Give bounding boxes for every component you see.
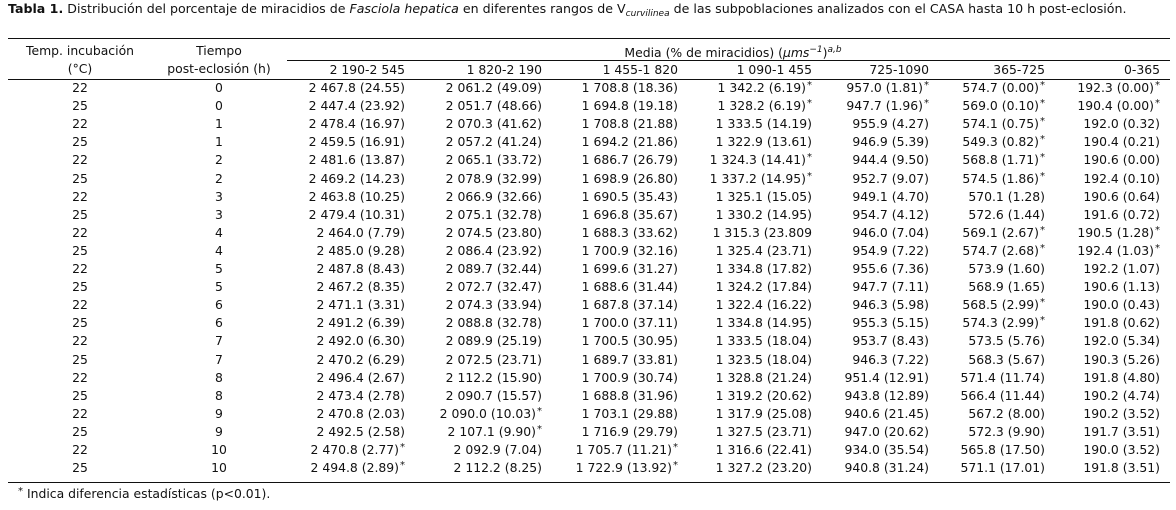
significance-star: * [1040,116,1045,128]
cell-range-2: 2 061.2 (49.09) [445,80,542,95]
cell-range-3: 1 694.2 (21.86) [581,134,678,150]
cell-range-5: 954.7 (4.12) [852,206,929,222]
cell-range-1: 2 469.2 (14.23) [308,170,405,186]
cell-range-3: 1 690.5 (35.43) [581,188,678,204]
cell-range-5: 955.9 (4.27) [852,116,929,132]
significance-star: * [807,80,812,91]
cell-temp: 22 [72,80,88,95]
cell-range-3: 1 722.9 (13.92)* [575,460,678,476]
cell-temp: 25 [72,423,88,439]
cell-range-3: 1 688.6 (31.44) [581,279,678,295]
cell-temp: 22 [72,188,88,204]
significance-star: * [1040,152,1045,164]
cell-range-2: 2 051.7 (48.66) [445,98,542,114]
cell-range-4: 1 316.6 (22.41) [715,442,812,457]
cell-time: 4 [215,224,223,240]
footnote [17,486,270,502]
cell-range-7: 190.2 (4.74) [1083,387,1160,403]
significance-star: * [400,460,405,472]
significance-star: * [1155,224,1160,236]
cell-range-1: 2 481.6 (13.87) [308,152,405,168]
cell-range-3: 1 688.8 (31.96) [581,387,678,403]
cell-range-3: 1 687.8 (37.14) [581,297,678,313]
cell-temp: 22 [72,369,88,385]
cell-range-1: 2 459.5 (16.91) [308,134,405,150]
cell-range-4: 1 333.5 (14.19) [715,116,812,132]
cell-range-2: 2 072.7 (32.47) [445,279,542,295]
caption-text-3: de las subpoblaciones analizados con el CASA hasta 10 h post-eclosión. [673,1,1127,16]
header-range-7: 0-365 [1123,62,1160,77]
header-time-line1: Tiempo [196,43,242,58]
cell-range-6: 569.0 (0.10)* [962,98,1045,114]
significance-star: * [537,423,542,435]
cell-range-6: 571.1 (17.01) [960,460,1045,476]
cell-range-2: 2 074.3 (33.94) [445,297,542,313]
cell-range-6: 574.1 (0.75)* [962,116,1045,132]
significance-star: * [1155,242,1160,254]
cell-range-4: 1 330.2 (14.95) [715,206,812,222]
caption-text-1: Distribución del porcentaje de miracidios de [67,1,346,16]
significance-star: * [673,460,678,472]
cell-range-4: 1 322.4 (16.22) [715,297,812,313]
cell-range-4: 1 325.1 (15.05) [715,188,812,204]
cell-range-3: 1 716.9 (29.79) [581,423,678,439]
cell-time: 8 [215,369,223,385]
cell-range-1: 2 492.5 (2.58) [316,423,405,439]
cell-range-6: 568.8 (1.71)* [962,152,1045,168]
cell-temp: 25 [72,387,88,403]
cell-temp: 22 [72,333,88,349]
cell-range-4: 1 334.8 (17.82) [715,261,812,276]
cell-range-6: 574.5 (1.86)* [962,170,1045,186]
cell-range-1: 2 496.4 (2.67) [316,369,405,385]
significance-star: * [1040,80,1045,91]
cell-range-5: 940.6 (21.45) [844,405,929,421]
cell-range-6: 567.2 (8.00) [968,405,1045,421]
cell-range-7: 190.4 (0.00)* [1077,98,1160,114]
cell-range-7: 191.6 (0.72) [1083,206,1160,222]
cell-range-3: 1 694.8 (19.18) [581,98,678,114]
cell-range-3: 1 698.9 (26.80) [581,170,678,186]
cell-range-3: 1 700.9 (30.74) [581,369,678,385]
cell-range-3: 1 708.8 (18.36) [581,80,678,95]
cell-range-1: 2 464.0 (7.79) [316,224,405,240]
footnote-star: * [18,486,23,497]
cell-range-4: 1 315.3 (23.809 [712,224,812,240]
significance-star: * [1040,297,1045,309]
cell-range-3: 1 688.3 (33.62) [581,224,678,240]
cell-range-6: 574.7 (2.68)* [962,242,1045,258]
cell-temp: 22 [72,405,88,421]
cell-temp: 25 [72,460,88,476]
cell-range-6: 568.5 (2.99)* [962,297,1045,313]
cell-range-2: 2 066.9 (32.66) [445,188,542,204]
cell-range-1: 2 467.2 (8.35) [316,279,405,295]
cell-time: 5 [215,279,223,295]
cell-range-1: 2 478.4 (16.97) [308,116,405,132]
footnote-text: Indica diferencia estadísticas (p<0.01). [26,486,271,501]
header-group-exp: −1 [809,45,823,55]
cell-range-7: 192.2 (1.07) [1083,261,1160,276]
significance-star: * [1040,170,1045,182]
cell-range-4: 1 337.2 (14.95)* [709,170,812,186]
cell-range-3: 1 705.7 (11.21)* [575,442,678,457]
cell-range-2: 2 072.5 (23.71) [445,351,542,367]
cell-range-2: 2 112.2 (8.25) [453,460,542,476]
significance-star: * [924,80,929,91]
cell-range-2: 2 112.2 (15.90) [445,369,542,385]
cell-time: 4 [215,242,223,258]
cell-range-5: 952.7 (9.07) [852,170,929,186]
cell-range-7: 191.8 (4.80) [1083,369,1160,385]
cell-range-4: 1 319.2 (20.62) [715,387,812,403]
cell-range-2: 2 070.3 (41.62) [445,116,542,132]
cell-range-4: 1 324.3 (14.41)* [709,152,812,168]
cell-range-4: 1 342.2 (6.19)* [717,80,812,95]
cell-range-5: 954.9 (7.22) [852,242,929,258]
significance-star: * [1040,242,1045,254]
cell-temp: 22 [72,116,88,132]
cell-temp: 25 [72,206,88,222]
caption-species: Fasciola hepatica [349,1,459,16]
significance-star: * [1040,134,1045,146]
cell-range-3: 1 700.5 (30.95) [581,333,678,349]
header-range-2: 1 820-2 190 [466,62,542,77]
cell-range-3: 1 703.1 (29.88) [581,405,678,421]
cell-range-6: 574.3 (2.99)* [962,315,1045,331]
cell-time: 2 [215,170,223,186]
significance-star: * [400,442,405,453]
cell-range-1: 2 494.8 (2.89)* [310,460,405,476]
cell-time: 3 [215,188,223,204]
cell-time: 1 [215,134,223,150]
cell-range-2: 2 089.7 (32.44) [445,261,542,276]
cell-time: 0 [215,98,223,114]
cell-temp: 25 [72,242,88,258]
cell-range-2: 2 107.1 (9.90)* [447,423,542,439]
header-range-4: 1 090-1 455 [736,62,812,77]
cell-range-1: 2 467.8 (24.55) [308,80,405,95]
cell-range-4: 1 327.2 (23.20) [715,460,812,476]
cell-range-7: 190.6 (1.13) [1083,279,1160,295]
cell-time: 2 [215,152,223,168]
cell-range-4: 1 327.5 (23.71) [715,423,812,439]
cell-range-2: 2 065.1 (33.72) [445,152,542,168]
header-group-units: µms [782,45,810,61]
cell-range-7: 191.7 (3.51) [1083,423,1160,439]
cell-range-5: 946.3 (7.22) [852,351,929,367]
cell-range-1: 2 470.8 (2.77)* [310,442,405,457]
cell-range-4: 1 324.2 (17.84) [715,279,812,295]
cell-time: 8 [215,387,223,403]
cell-range-6: 571.4 (11.74) [960,369,1045,385]
cell-time: 0 [215,80,223,95]
significance-star: * [1155,80,1160,91]
cell-range-3: 1 700.9 (32.16) [581,242,678,258]
cell-range-2: 2 090.0 (10.03)* [439,405,542,421]
cell-range-4: 1 334.8 (14.95) [715,315,812,331]
cell-time: 5 [215,261,223,276]
cell-range-1: 2 485.0 (9.28) [316,242,405,258]
cell-range-5: 946.3 (5.98) [852,297,929,313]
cell-range-6: 569.1 (2.67)* [962,224,1045,240]
cell-time: 10 [211,442,227,457]
cell-range-2: 2 078.9 (32.99) [445,170,542,186]
cell-range-7: 192.4 (0.10) [1083,170,1160,186]
cell-temp: 25 [72,279,88,295]
cell-range-6: 572.3 (9.90) [968,423,1045,439]
header-temp-line2: (°C) [67,61,93,76]
cell-temp: 22 [72,152,88,168]
header-time-line2: post-eclosión (h) [167,61,271,76]
significance-star: * [807,152,812,164]
cell-range-4: 1 323.5 (18.04) [715,351,812,367]
cell-range-1: 2 470.8 (2.03) [316,405,405,421]
cell-range-1: 2 491.2 (6.39) [316,315,405,331]
cell-range-1: 2 470.2 (6.29) [316,351,405,367]
cell-range-5: 943.8 (12.89) [844,387,929,403]
cell-range-1: 2 447.4 (23.92) [308,98,405,114]
cell-range-7: 190.4 (0.21) [1083,134,1160,150]
cell-time: 6 [215,315,223,331]
cell-range-5: 949.1 (4.70) [852,188,929,204]
cell-range-7: 191.8 (0.62) [1083,315,1160,331]
significance-star: * [1155,98,1160,110]
cell-time: 3 [215,206,223,222]
cell-range-4: 1 322.9 (13.61) [715,134,812,150]
cell-range-4: 1 333.5 (18.04) [715,333,812,349]
cell-temp: 25 [72,170,88,186]
cell-time: 7 [215,351,223,367]
cell-range-2: 2 086.4 (23.92) [445,242,542,258]
cell-range-3: 1 699.6 (31.27) [581,261,678,276]
significance-star: * [1040,224,1045,236]
cell-range-5: 946.0 (7.04) [852,224,929,240]
significance-star: * [1040,315,1045,327]
cell-range-2: 2 088.8 (32.78) [445,315,542,331]
cell-range-6: 574.7 (0.00)* [962,80,1045,95]
cell-range-7: 192.4 (1.03)* [1077,242,1160,258]
cell-range-5: 955.6 (7.36) [852,261,929,276]
cell-time: 9 [215,423,223,439]
cell-range-7: 192.0 (5.34) [1083,333,1160,349]
cell-range-4: 1 317.9 (25.08) [715,405,812,421]
header-group-close: ) [822,45,828,61]
cell-time: 6 [215,297,223,313]
header-range-5: 725-1090 [869,62,929,77]
cell-range-7: 192.3 (0.00)* [1077,80,1160,95]
cell-range-6: 565.8 (17.50) [960,442,1045,457]
header-group-sup: a,b [827,45,842,55]
cell-temp: 25 [72,134,88,150]
cell-range-3: 1 696.8 (35.67) [581,206,678,222]
cell-range-3: 1 700.0 (37.11) [581,315,678,331]
cell-range-6: 566.4 (11.44) [960,387,1045,403]
cell-range-6: 568.3 (5.67) [968,351,1045,367]
cell-range-2: 2 075.1 (32.78) [445,206,542,222]
header-temp-line1: Temp. incubación [25,43,135,58]
header-range-6: 365-725 [993,62,1045,77]
cell-range-4: 1 328.2 (6.19)* [717,98,812,114]
cell-range-7: 190.0 (0.43) [1083,297,1160,313]
group-rule [287,60,1170,61]
table-caption [8,1,1168,23]
cell-range-3: 1 708.8 (21.88) [581,116,678,132]
cell-range-5: 955.3 (5.15) [852,315,929,331]
cell-time: 1 [215,116,223,132]
cell-range-2: 2 057.2 (41.24) [445,134,542,150]
cell-range-6: 572.6 (1.44) [968,206,1045,222]
bottom-rule [8,482,1170,483]
cell-range-7: 191.8 (3.51) [1083,460,1160,476]
header-group-prefix: Media (% de miracidios) ( [624,45,783,61]
cell-range-2: 2 089.9 (25.19) [445,333,542,349]
cell-range-1: 2 487.8 (8.43) [316,261,405,276]
cell-range-1: 2 492.0 (6.30) [316,333,405,349]
cell-range-6: 568.9 (1.65) [968,279,1045,295]
cell-range-7: 190.5 (1.28)* [1077,224,1160,240]
cell-range-5: 951.4 (12.91) [844,369,929,385]
cell-range-7: 190.0 (3.52) [1083,442,1160,457]
cell-range-1: 2 471.1 (3.31) [316,297,405,313]
cell-temp: 25 [72,351,88,367]
cell-temp: 22 [72,261,88,276]
significance-star: * [673,442,678,453]
cell-range-3: 1 689.7 (33.81) [581,351,678,367]
cell-range-3: 1 686.7 (26.79) [581,152,678,168]
significance-star: * [807,98,812,110]
cell-range-1: 2 479.4 (10.31) [308,206,405,222]
cell-temp: 25 [72,98,88,114]
cell-range-7: 190.6 (0.64) [1083,188,1160,204]
cell-range-5: 946.9 (5.39) [852,134,929,150]
cell-range-5: 944.4 (9.50) [852,152,929,168]
cell-range-5: 957.0 (1.81)* [846,80,929,95]
cell-range-5: 947.7 (1.96)* [846,98,929,114]
cell-range-4: 1 325.4 (23.71) [715,242,812,258]
cell-range-5: 953.7 (8.43) [852,333,929,349]
cell-range-1: 2 473.4 (2.78) [316,387,405,403]
cell-range-5: 934.0 (35.54) [844,442,929,457]
caption-subscript: curvilinea [625,9,670,19]
cell-range-7: 190.3 (5.26) [1083,351,1160,367]
cell-range-5: 947.0 (20.62) [844,423,929,439]
cell-range-4: 1 328.8 (21.24) [715,369,812,385]
cell-temp: 25 [72,315,88,331]
cell-temp: 22 [72,224,88,240]
cell-range-7: 190.2 (3.52) [1083,405,1160,421]
top-rule [8,38,1170,39]
caption-label: Tabla 1. [8,1,64,16]
significance-star: * [1040,98,1045,110]
significance-star: * [924,98,929,110]
cell-time: 7 [215,333,223,349]
cell-range-6: 573.9 (1.60) [968,261,1045,276]
cell-range-1: 2 463.8 (10.25) [308,188,405,204]
cell-range-2: 2 092.9 (7.04) [453,442,542,457]
significance-star: * [807,170,812,182]
cell-time: 10 [211,460,227,476]
cell-range-7: 190.6 (0.00) [1083,152,1160,168]
cell-range-7: 192.0 (0.32) [1083,116,1160,132]
cell-range-2: 2 074.5 (23.80) [445,224,542,240]
header-range-1: 2 190-2 545 [329,62,405,77]
cell-range-5: 947.7 (7.11) [852,279,929,295]
cell-range-2: 2 090.7 (15.57) [445,387,542,403]
cell-range-5: 940.8 (31.24) [844,460,929,476]
header-group [624,42,841,61]
caption-text-2: en diferentes rangos de V [462,1,626,16]
cell-range-6: 570.1 (1.28) [968,188,1045,204]
cell-temp: 22 [72,442,88,457]
significance-star: * [537,405,542,417]
header-range-3: 1 455-1 820 [602,62,678,77]
cell-time: 9 [215,405,223,421]
cell-range-6: 549.3 (0.82)* [962,134,1045,150]
cell-range-6: 573.5 (5.76) [968,333,1045,349]
cell-temp: 22 [72,297,88,313]
